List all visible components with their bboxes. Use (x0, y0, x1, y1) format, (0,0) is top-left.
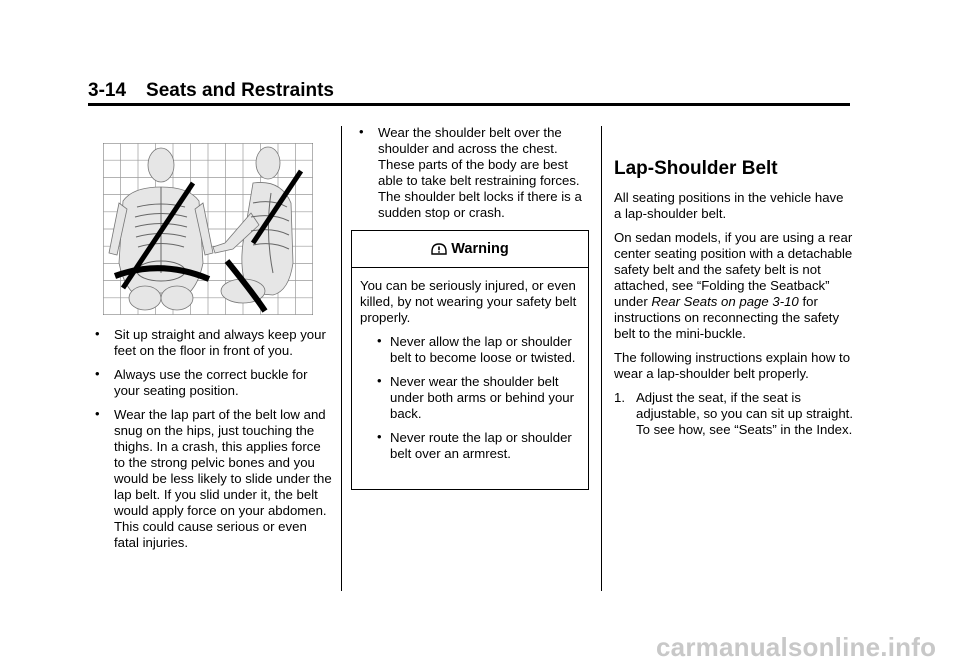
section-heading: Lap-Shoulder Belt (614, 158, 778, 179)
warning-header (352, 231, 588, 268)
warning-intro: You can be seriously injured, or even killed, by not wearing your safety belt properly. (360, 278, 577, 325)
list-item: • Wear the shoulder belt over the shoulder and across the chest. These parts of the body are best able to take belt restraining forces. The shoulder belt locks if there is a sudden stop or crash. (352, 125, 592, 221)
right-column (614, 190, 854, 438)
page-number: 3-14 (88, 80, 127, 101)
middle-column (352, 125, 592, 229)
safety-belt-illustration (103, 143, 313, 315)
watermark: carmanualsonline.info (656, 632, 937, 662)
paragraph: The following instructions explain how to wear a lap-shoulder belt properly. (614, 350, 851, 381)
header-rule (88, 103, 850, 106)
paragraph: All seating positions in the vehicle have a lap-shoulder belt. (614, 190, 844, 221)
left-column (88, 327, 333, 559)
warning-title: Warning (451, 241, 509, 257)
column-divider-right (601, 126, 602, 591)
cross-reference-link: Rear Seats on page 3-10 (651, 294, 799, 309)
step-text: Adjust the seat, if the seat is adjustable, so you can sit up straight. To see how, see “Seats” in the Index. (636, 390, 853, 437)
list-item: • Never route the lap or shoulder belt over an armrest. (360, 430, 580, 462)
list-item: • Wear the lap part of the belt low and snug on the hips, just touching the thighs. In a crash, this applies force to the strong pelvic bones and you would be less likely to slide under the lap belt. If you slid under it, the belt would apply force on your abdomen. This could cause serious or even fatal injuries. (88, 407, 333, 551)
header-text (88, 80, 334, 102)
list-item: • Never allow the lap or shoulder belt to become loose or twisted. (360, 334, 580, 366)
column-divider-left (341, 126, 342, 591)
step-number: 1. (614, 390, 625, 405)
list-item: • Never wear the shoulder belt under both arms or behind your back. (360, 374, 580, 422)
list-item: • Sit up straight and always keep your feet on the floor in front of you. (88, 327, 333, 359)
numbered-step (614, 390, 854, 438)
warning-box (351, 230, 589, 490)
chapter-title: Seats and Restraints (146, 80, 334, 101)
list-item: • Always use the correct buckle for your seating position. (88, 367, 333, 399)
paragraph-with-reference: On sedan models, if you are using a rear center seating position with a detachable safety belt and the safety belt is not attached, see “Folding the Seatback” under Rear Seats on page 3-10 for instructions on reconnecting the safety belt to the mini-buckle. (614, 230, 853, 341)
warning-body (352, 268, 588, 462)
warning-icon (431, 241, 447, 257)
